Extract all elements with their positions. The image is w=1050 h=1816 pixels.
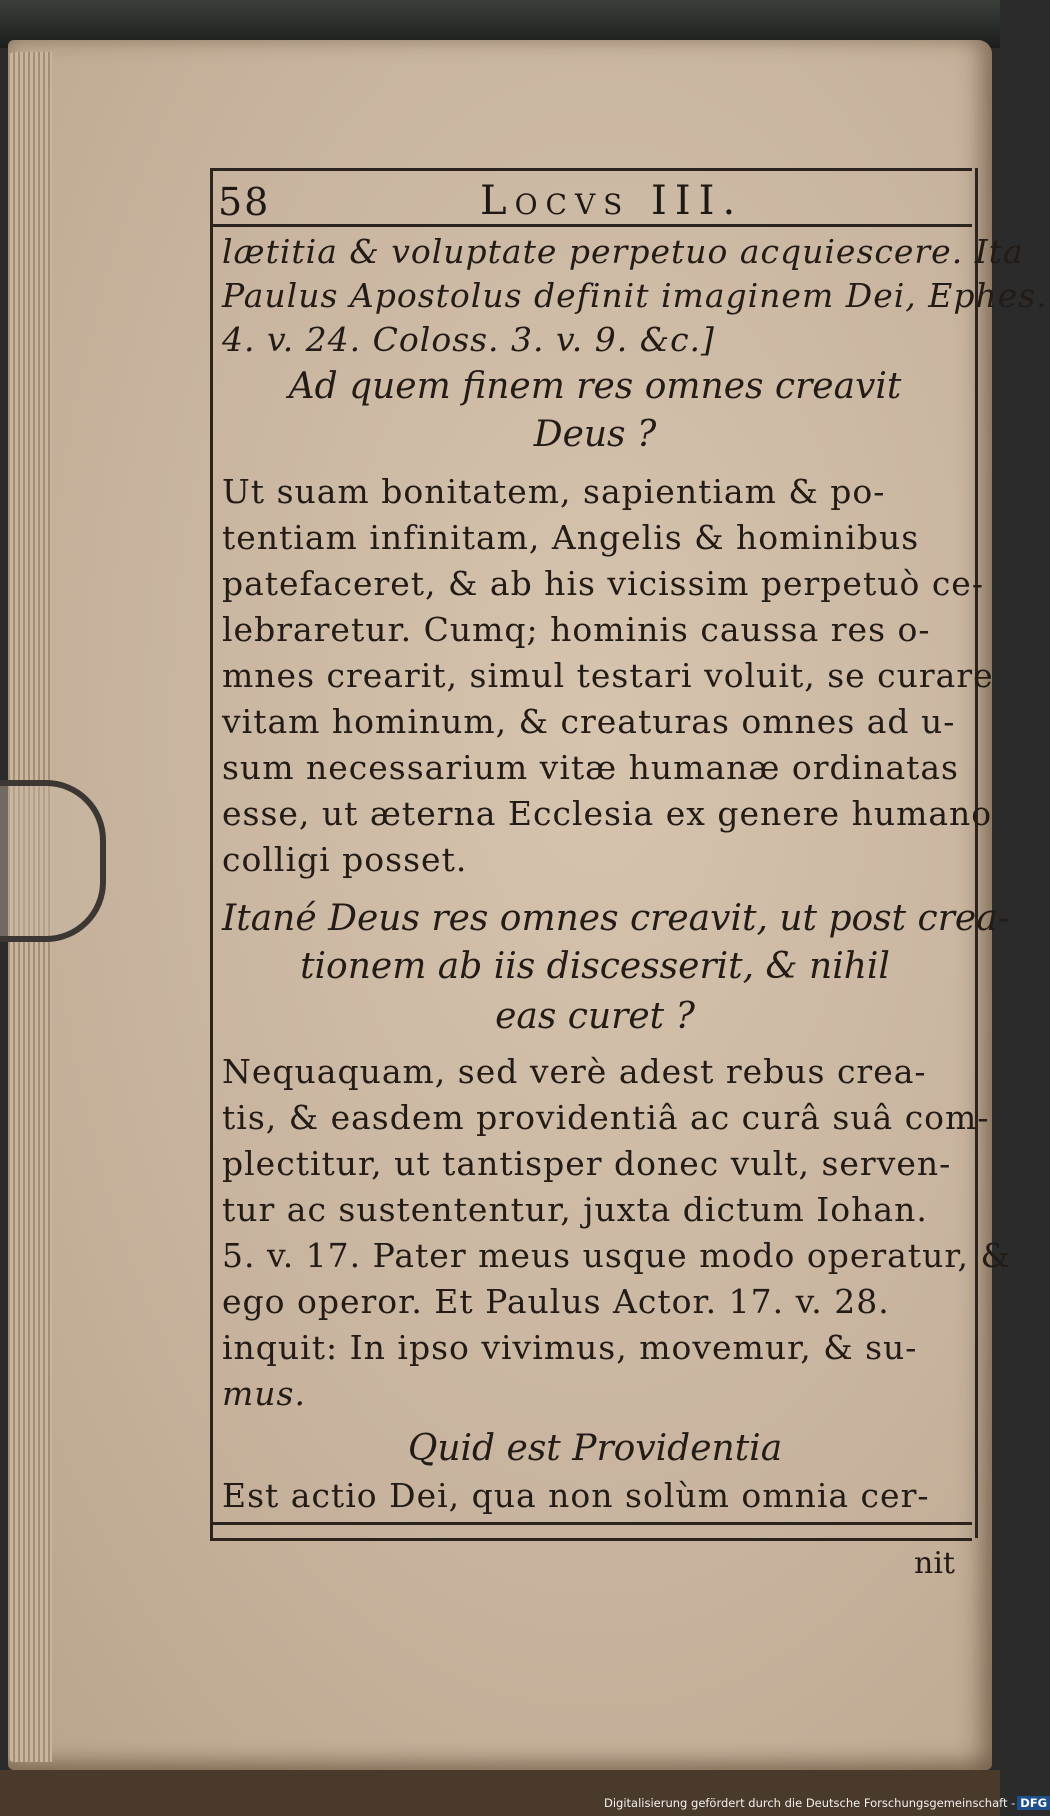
running-head: Locvs III. [480,178,744,224]
text-line: Nequaquam, sed verè adest rebus crea- [222,1052,927,1091]
text-line: Ad quem finem res omnes creavit [288,366,902,407]
top-rule [210,168,972,171]
text-line: inquit: In ipso vivimus, movemur, & su- [222,1328,918,1367]
text-line: sum necessarium vitæ humanæ ordinatas [222,748,959,787]
footer-text: Digitalisierung gefördert durch die Deutsche Forschungsgemeinschaft - [604,1796,1016,1810]
text-line: Deus ? [533,414,657,455]
text-line: 5. v. 17. Pater meus usque modo operatur, & [222,1236,1011,1275]
text-line: Est actio Dei, qua non solùm omnia cer- [222,1476,930,1515]
text-line: 4. v. 24. Coloss. 3. v. 9. &c.] [222,320,715,359]
text-line: mus. [222,1374,306,1413]
footer-rule [210,1522,972,1525]
text-line: ego operor. Et Paulus Actor. 17. v. 28. [222,1282,890,1321]
catchword: nit [914,1546,955,1581]
text-line: plectitur, ut tantisper donec vult, serven- [222,1144,952,1183]
header-rule [210,224,972,227]
dfg-logo: DFG [1017,1796,1050,1810]
text-line: Itané Deus res omnes creavit, ut post crea- [222,898,1010,939]
text-line: Paulus Apostolus definit imaginem Dei, Ephes. [222,276,1048,315]
text-line: vitam hominum, & creaturas omnes ad u- [222,702,956,741]
text-line: Quid est Providentia [407,1428,783,1469]
text-line: eas curet ? [495,996,695,1037]
text-line: tionem ab iis discesserit, & nihil [300,946,890,987]
page-clip [0,780,106,942]
footer-credit [604,1796,1050,1810]
bottom-rule [210,1538,972,1541]
text-line: patefaceret, & ab his vicissim perpetuò ce- [222,564,984,603]
text-line: tur ac sustententur, juxta dictum Iohan. [222,1190,928,1229]
text-line: tentiam infinitam, Angelis & hominibus [222,518,920,557]
text-line: colligi posset. [222,840,468,879]
text-line: esse, ut æterna Ecclesia ex genere humano [222,794,993,833]
text-line: Ut suam bonitatem, sapientiam & po- [222,472,886,511]
text-line: lætitia & voluptate perpetuo acquiescere. Ita [222,232,1024,271]
text-line: lebraretur. Cumq; hominis caussa res o- [222,610,931,649]
page-number: 58 [218,180,271,224]
text-line: mnes crearit, simul testari voluit, se curare [222,656,994,695]
text-line: tis, & easdem providentiâ ac curâ suâ com- [222,1098,990,1137]
